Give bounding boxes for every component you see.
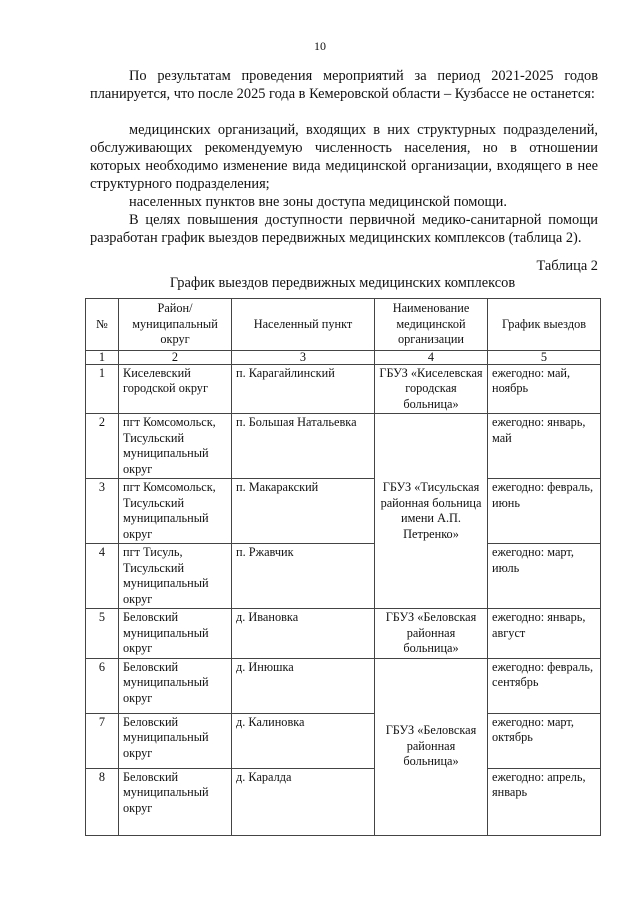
row-schedule: ежегодно: февраль, июнь (488, 479, 601, 544)
row-district: пгт Комсомольск, Тисульский муниципальный округ (119, 414, 232, 479)
row-settlement: д. Ивановка (232, 609, 375, 659)
row-settlement: д. Каралда (232, 768, 375, 835)
table-row (86, 364, 601, 414)
table-row (86, 609, 601, 659)
table-row (86, 414, 601, 479)
table-label: Таблица 2 (536, 258, 598, 274)
row-num: 1 (86, 364, 119, 414)
table-title: График выездов передвижных медицинских комплексов (169, 275, 516, 291)
row-district: Киселевский городской округ (119, 364, 232, 414)
row-organization: ГБУЗ «Тисульская районная больница имени А.П. Петренко» (375, 414, 488, 609)
row-settlement: п. Ржавчик (232, 544, 375, 609)
row-schedule: ежегодно: апрель, январь (488, 768, 601, 835)
row-num: 5 (86, 609, 119, 659)
table-row (86, 768, 601, 835)
row-settlement: д. Калиновка (232, 713, 375, 768)
table-row (86, 658, 601, 713)
table-row (86, 479, 601, 544)
row-num: 3 (86, 479, 119, 544)
row-district: Беловский муниципальный округ (119, 713, 232, 768)
mobile-complex-schedule-table (85, 298, 601, 836)
row-schedule: ежегодно: март, октябрь (488, 713, 601, 768)
column-number: 1 (86, 350, 119, 364)
header-schedule: График выездов (488, 299, 601, 351)
row-district: Беловский муниципальный округ (119, 768, 232, 835)
column-number-row (86, 350, 601, 364)
row-num: 4 (86, 544, 119, 609)
table-row (86, 713, 601, 768)
row-schedule: ежегодно: март, июль (488, 544, 601, 609)
header-num: № (86, 299, 119, 351)
column-number: 4 (375, 350, 488, 364)
paragraph-results: По результатам проведения мероприятий за период 2021-2025 годов планируется, что после 2025 года в Кемеровской области – Кузбассе не останется: (90, 68, 598, 102)
column-number: 5 (488, 350, 601, 364)
row-district: пгт Тисуль, Тисульский муниципальный округ (119, 544, 232, 609)
row-schedule: ежегодно: февраль, сентябрь (488, 658, 601, 713)
row-schedule: ежегодно: январь, август (488, 609, 601, 659)
header-organization: Наименование медицинской организации (375, 299, 488, 351)
paragraph-settlements: населенных пунктов вне зоны доступа медицинской помощи. (129, 194, 507, 210)
column-number: 2 (119, 350, 232, 364)
row-schedule: ежегодно: май, ноябрь (488, 364, 601, 414)
row-num: 7 (86, 713, 119, 768)
row-district: пгт Комсомольск, Тисульский муниципальный округ (119, 479, 232, 544)
row-organization: ГБУЗ «Беловская районная больница» (375, 609, 488, 659)
row-organization: ГБУЗ «Киселевская городская больница» (375, 364, 488, 414)
row-settlement: п. Карагайлинский (232, 364, 375, 414)
row-num: 8 (86, 768, 119, 835)
header-settlement: Населенный пункт (232, 299, 375, 351)
row-num: 2 (86, 414, 119, 479)
row-district: Беловский муниципальный округ (119, 609, 232, 659)
row-settlement: д. Инюшка (232, 658, 375, 713)
row-organization: ГБУЗ «Беловская районная больница» (375, 658, 488, 835)
paragraph-organizations: медицинских организаций, входящих в них структурных подразделений, обслуживающих рекомендуемую численность населения, но в отношении которых необходимо изменение вида медицинской организации, входящего в нее структурного подразделения; (90, 122, 598, 192)
row-num: 6 (86, 658, 119, 713)
page-number: 10 (314, 39, 326, 53)
row-district: Беловский муниципальный округ (119, 658, 232, 713)
row-settlement: п. Макаракский (232, 479, 375, 544)
paragraph-schedule-intro: В целях повышения доступности первичной медико-санитарной помощи разработан график выездов передвижных медицинских комплексов (таблица 2). (90, 212, 598, 246)
column-number: 3 (232, 350, 375, 364)
header-district: Район/ муниципальный округ (119, 299, 232, 351)
table-row (86, 544, 601, 609)
row-settlement: п. Большая Натальевка (232, 414, 375, 479)
table-header-row (86, 299, 601, 351)
row-schedule: ежегодно: январь, май (488, 414, 601, 479)
